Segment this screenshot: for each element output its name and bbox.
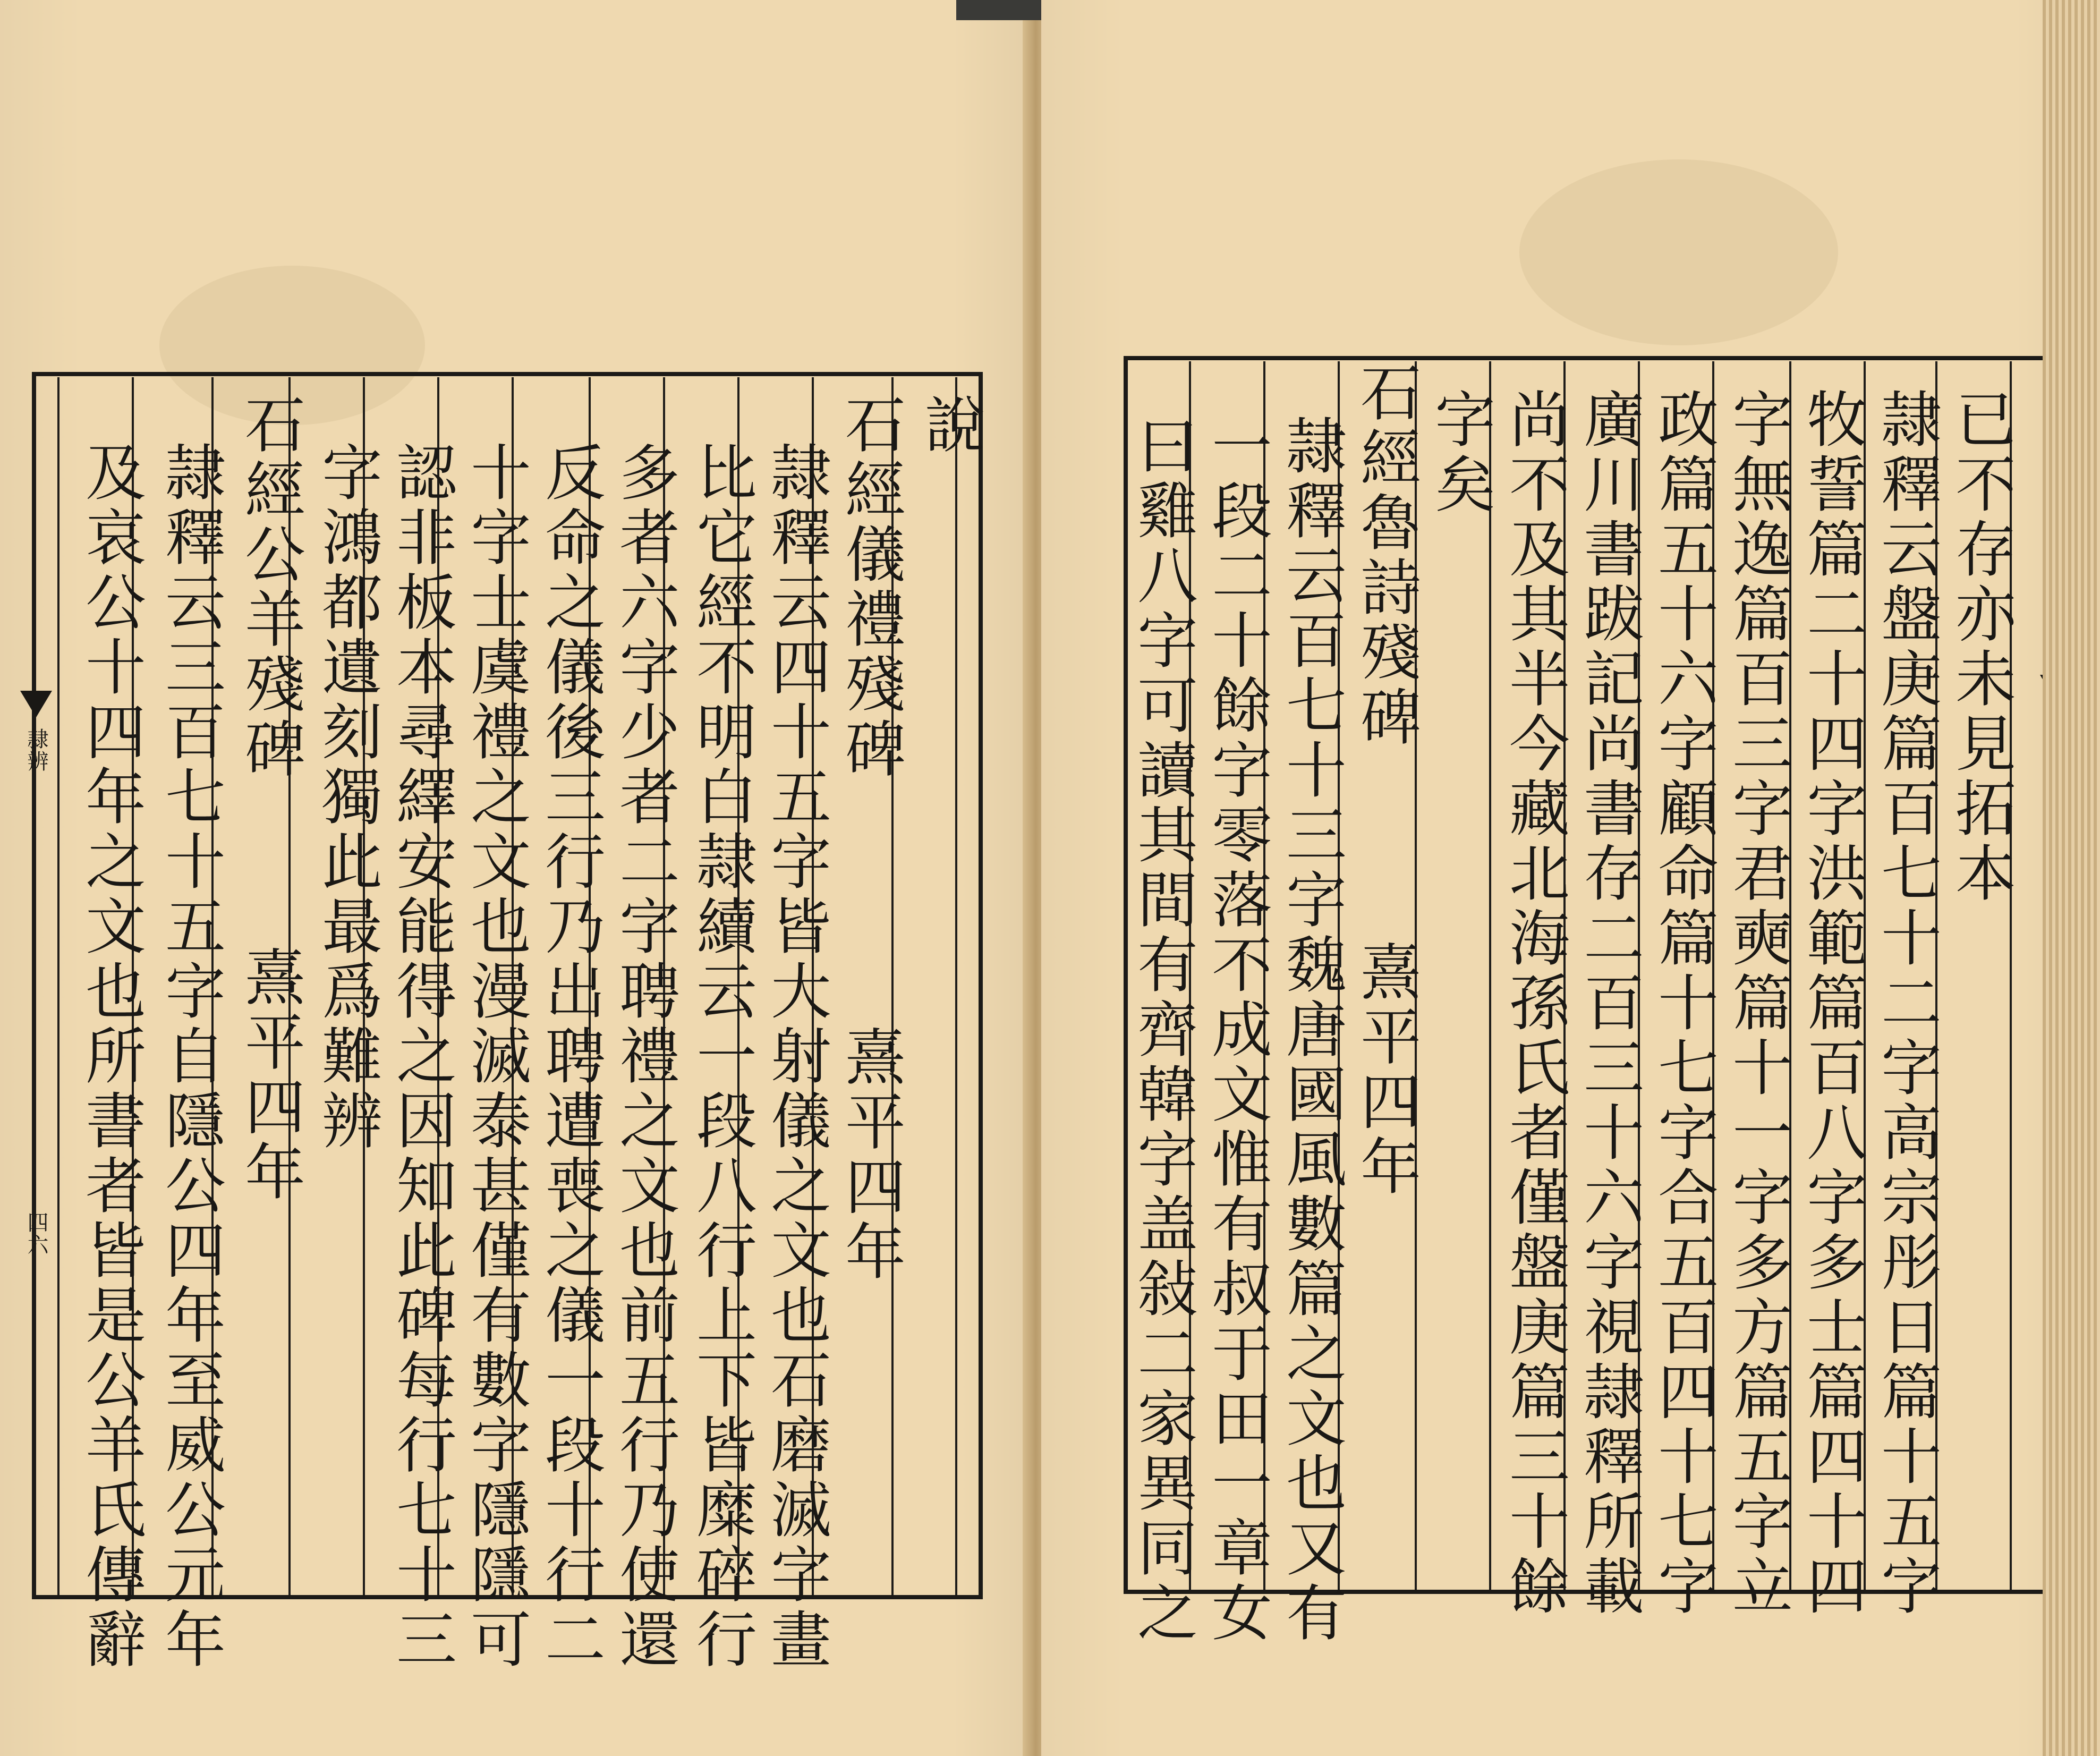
text-column: 尚不及其半今藏北海孫氏者僅盤庚篇三十餘 [1499,388,1570,1619]
paper-stain [1519,159,1838,345]
text-column: 字矣 [1425,388,1495,518]
right-page [1041,0,2100,1756]
heading-column: 石經公羊殘碑 [235,393,305,782]
heading-column: 石經儀禮殘碑 [835,393,906,782]
left-spine-title: 隷辨 [24,728,48,773]
right-text-columns [1127,361,2054,1646]
text-column: 政篇五十六字顧命篇十七字合五百四十七字 [1648,388,1719,1619]
heading-column: 石經魯詩殘碑 [1350,361,1421,750]
text-column: 十字士虞禮之文也漫滅泰甚僅有數字隱隱可 [461,441,531,1673]
text-column: 反命之儀後三行乃出聘遭喪之儀一段十行二 [535,441,606,1673]
text-column: 及哀公十四年之文也所書者皆是公羊氏傳辭 [75,441,146,1673]
text-column: 認非板本尋繹安能得之因知此碑每行七十三 [386,441,457,1673]
text-column: 隷釋云四十五字皆大射儀之文也石磨滅字畫 [761,441,831,1673]
text-column: 曰雞八字可讀其間有齊韓字盖敍二家異同之 [1127,414,1198,1646]
text-column: 隷釋云三百七十五字自隱公四年至威公元年 [155,441,226,1673]
text-column: 字無逸篇百三字君奭篇十一字多方篇五字立 [1722,388,1793,1619]
heading-date: 熹平四年 [235,946,305,1205]
page-edges [2043,0,2100,1756]
text-column: 牧誓篇二十四字洪範篇百八字多士篇四十四 [1797,388,1867,1619]
text-column: 隷釋云盤庚篇百七十二字高宗彤日篇十五字 [1871,388,1942,1619]
heading-date: 熹平四年 [1350,940,1421,1200]
heading-date: 熹平四年 [835,1025,906,1285]
text-column: 已不存亦未見拓本 [1945,388,2016,906]
text-column: 說 [915,393,985,458]
text-column: 一段二十餘字零落不成文惟有叔于田一章女 [1202,414,1272,1646]
left-page [0,0,1035,1756]
text-column: 字鴻都遺刻獨此最爲難辨 [312,441,382,1154]
left-folio-number: 四六 [24,1211,48,1256]
text-column: 隷釋云百七十三字魏唐國風數篇之文也又有 [1276,414,1347,1646]
text-column: 廣川書跋記尚書存二百三十六字視隷釋所載 [1574,388,1644,1619]
text-column: 比它經不明白隷續云一段八行上下皆糜碎行 [686,441,757,1673]
left-text-columns [36,388,985,1673]
text-column: 多者六字少者二字聘禮之文也前五行乃使還 [609,441,680,1673]
